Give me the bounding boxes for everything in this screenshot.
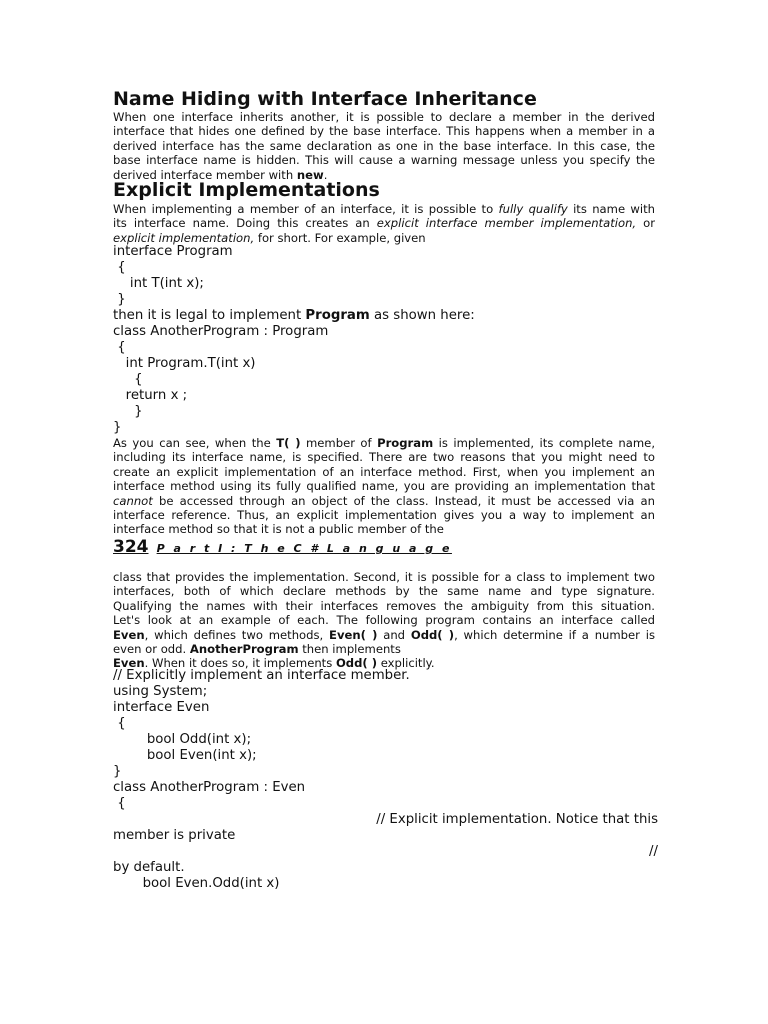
code-comment-wrapped (113, 812, 658, 892)
text-run: its name with (567, 202, 656, 216)
keyword-t: T( ) (276, 436, 301, 450)
code-line: bool Even.Odd(int x) (113, 876, 280, 891)
text-line: including its interface name, is specified. There are two reasons that you might need to (113, 450, 655, 465)
text-line: class that provides the implementation. Second, it is possible for a class to implement two (113, 570, 655, 584)
text-run: member of (300, 436, 378, 450)
code-line: bool Even(int x); (113, 748, 257, 763)
code-line: class AnotherProgram : Even (113, 780, 306, 795)
text-line: interface method so that it is not a public member of the (113, 522, 444, 537)
page-marker (113, 537, 452, 557)
paragraph-explicit-explanation (113, 436, 655, 537)
code-line: { (113, 372, 143, 387)
then-line (113, 308, 658, 324)
text-line: Let's look at an example of each. The following program contains an interface called (113, 613, 655, 628)
code-line: bool Odd(int x); (113, 732, 252, 747)
text-run: and (377, 627, 411, 642)
code-line: class AnotherProgram : Program (113, 324, 329, 339)
code-line: { (113, 260, 126, 275)
text-line: interface that hides one defined by the base interface. This happens when a member in a (113, 124, 655, 139)
keyword-odd-method: Odd( ) (335, 656, 378, 671)
text-run: even or odd. (113, 642, 190, 657)
code-line: int T(int x); (113, 276, 204, 291)
text-run: derived interface member with (113, 167, 297, 182)
code-line: interface Even (113, 700, 210, 715)
page-number: 324 (113, 537, 149, 557)
paragraph-explicit-intro (113, 202, 655, 245)
code-block-interface-program (113, 244, 658, 308)
text-run: be accessed through an object of the class. Instead, it must be accessed via an (152, 493, 655, 508)
text-run: As you can see, when the (113, 436, 277, 450)
text-run: or (636, 216, 656, 231)
keyword-anotherprogram: AnotherProgram (189, 642, 299, 657)
code-line: // (649, 844, 658, 859)
code-line: using System; (113, 684, 208, 699)
text-line: create an explicit implementation of an interface method. First, when you implement an (113, 464, 655, 479)
text-line (113, 216, 655, 230)
code-line: member is private (113, 828, 236, 843)
text-run: then it is legal to implement (113, 308, 306, 323)
code-line: interface Program (113, 244, 233, 259)
text-run: is implemented, its complete name, (433, 436, 656, 450)
text-run: its interface name. Doing this creates an (113, 216, 377, 231)
text-run: then implements (298, 642, 401, 657)
keyword-new: new (296, 167, 324, 182)
keyword-even: Even (113, 627, 145, 642)
code-line: { (113, 340, 126, 355)
text-line: Qualifying the names with their interfaces removes the ambiguity from this situation. (113, 598, 655, 613)
keyword-odd-method: Odd( ) (410, 627, 455, 642)
code-line: // Explicit implementation. Notice that this (376, 812, 658, 827)
code-line: // Explicitly implement an interface member. (113, 668, 410, 683)
text-run: explicitly. (377, 656, 435, 671)
italic-term: cannot (113, 493, 153, 508)
text-line (113, 628, 655, 642)
italic-term: explicit implementation, (113, 230, 255, 245)
code-line: by default. (113, 860, 185, 875)
text-run: , which defines two methods, (144, 627, 330, 642)
text-line: interface reference. Thus, an explicit implementation gives you a way to implement an (113, 508, 655, 523)
heading-name-hiding: Name Hiding with Interface Inheritance (113, 88, 537, 110)
code-line: { (113, 796, 126, 811)
text-run: . When it does so, it implements (144, 656, 336, 671)
code-line: } (113, 420, 122, 435)
keyword-even-method: Even( ) (329, 627, 378, 642)
keyword-program: Program (305, 308, 370, 323)
paragraph-name-hiding (113, 110, 655, 182)
code-block-another-program (113, 324, 658, 436)
keyword-even: Even (113, 656, 145, 671)
heading-explicit-implementations: Explicit Implementations (113, 179, 380, 201)
text-line (113, 642, 655, 656)
code-line: } (113, 764, 122, 779)
text-line: interface method using its fully qualified name, you are providing an implementation that (113, 479, 655, 494)
text-run: as shown here: (369, 308, 475, 323)
text-run: , which determine if a number is (454, 627, 656, 642)
text-line: base interface name is hidden. This will cause a warning message unless you specify the (113, 153, 655, 168)
code-line: int Program.T(int x) (113, 356, 256, 371)
code-line: { (113, 716, 126, 731)
text-line (113, 436, 655, 450)
text-line: When one interface inherits another, it is possible to declare a member in the derived (113, 110, 655, 124)
paragraph-second-reason (113, 570, 655, 671)
text-line: derived interface has the same declaration as one in the base interface. In this case, the (113, 138, 655, 153)
text-run: . (323, 167, 328, 182)
text-run: When implementing a member of an interface, it is possible to (113, 202, 499, 216)
code-line: } (113, 292, 126, 307)
code-line: return x ; (113, 388, 188, 403)
italic-term: explicit interface member implementation, (376, 216, 637, 231)
code-block-even-example (113, 668, 658, 812)
italic-term: fully qualify (498, 202, 568, 216)
text-line (113, 202, 655, 216)
running-title: P a r t I : T h e C # L a n g u a g e (156, 542, 452, 555)
text-line (113, 494, 655, 508)
text-run: for short. For example, given (254, 230, 426, 245)
keyword-program: Program (377, 436, 434, 450)
text-line: interfaces, both of which declare methods by the same name and type signature. (113, 584, 655, 599)
code-line: } (113, 404, 143, 419)
